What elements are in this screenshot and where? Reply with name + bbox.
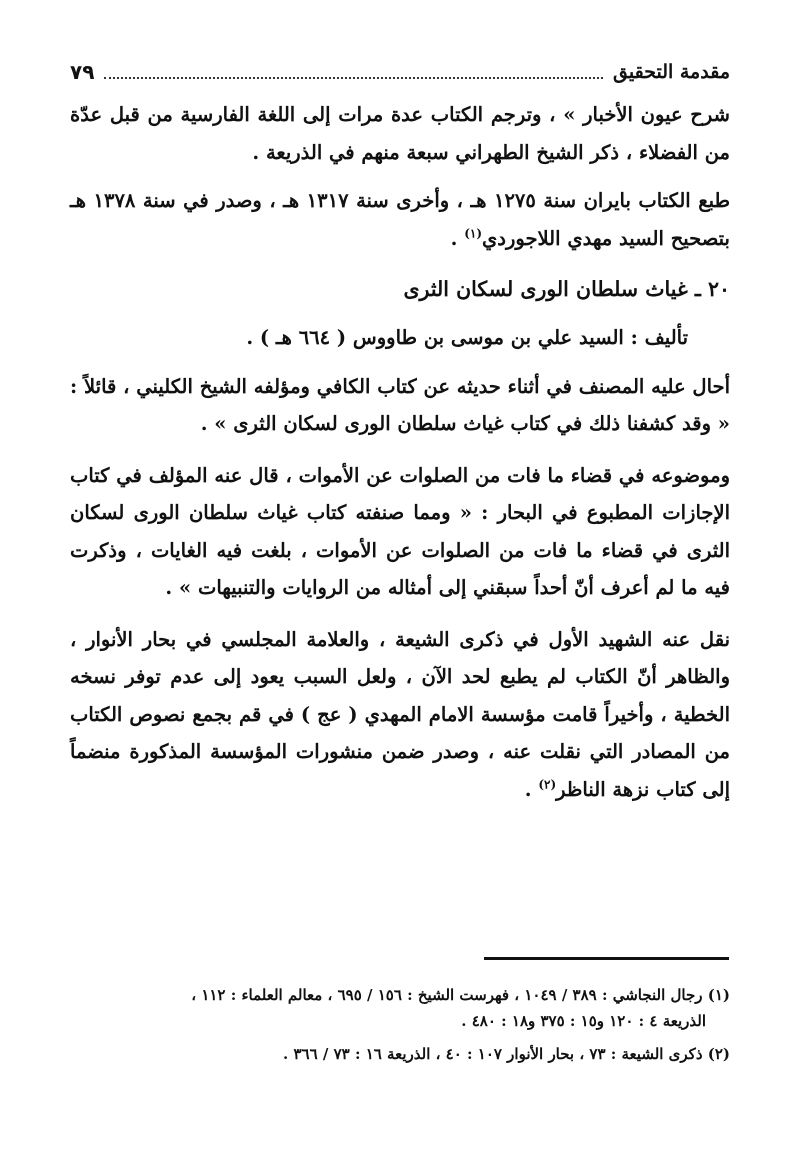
paragraph-2-text: طبع الكتاب بايران سنة ١٢٧٥ هـ ، وأخرى سنة ١٣١٧ هـ ، وصدر في سنة ١٣٧٨ هـ بتصحيح السيد مهدي اللاجوردي — [70, 189, 730, 250]
paragraph-5-end: . — [524, 777, 539, 801]
footnote-ref-2: (٢) — [538, 777, 557, 791]
author-line: تأليف : السيد علي بن موسى بن طاووس ( ٦٦٤ هـ ) . — [246, 326, 688, 349]
paragraph-2 — [70, 182, 730, 257]
footnote-2: (٢) ذكرى الشيعة : ٧٣ ، بحار الأنوار ١٠٧ : ٤٠ ، الذريعة ١٦ : ٧٣ / ٣٦٦ . — [283, 1045, 730, 1063]
paragraph-3: أحال عليه المصنف في أثناء حديثه عن كتاب الكافي ومؤلفه الشيخ الكليني ، قائلاً : « وقد كشفنا ذلك في كتاب غياث سلطان الورى لسكان الثرى » . — [70, 374, 730, 435]
footnote-separator — [484, 957, 729, 960]
paragraph-2-end: . — [450, 226, 465, 250]
footnote-1: (١) رجال النجاشي : ٣٨٩ / ١٠٤٩ ، فهرست الشيخ : ١٥٦ / ٦٩٥ ، معالم العلماء : ١١٢ ، — [191, 986, 730, 1004]
paragraph-1: شرح عيون الأخبار » ، وترجم الكتاب عدة مرات إلى اللغة الفارسية من قبل عدّة من الفضلاء ، ذكر الشيخ الطهراني سبعة منهم في الذريعة . — [70, 103, 730, 164]
footnote-1-continued: الذريعة ٤ : ١٢٠ و١٥ : ٣٧٥ و١٨ : ٤٨٠ . — [461, 1012, 706, 1030]
page-number: ٧٩ — [70, 60, 95, 84]
footnote-ref-1: (١) — [464, 226, 483, 240]
paragraph-4: وموضوعه في قضاء ما فات من الصلوات عن الأموات ، قال عنه المؤلف في كتاب الإجازات المطبوع في البحار : « ومما صنفته كتاب غياث سلطان الورى لسكان الثرى في قضاء ما فات من الصلوات عن الأموات ، بلغت فيه الغايات ، وذكرت فيه ما لم أعرف أنّ أحداً سبقني إلى أمثاله من الروايات والتنبيهات » . — [70, 463, 730, 599]
paragraph-5 — [70, 621, 730, 809]
running-header-title: مقدمة التحقيق — [613, 61, 730, 83]
main-text — [70, 96, 730, 808]
section-title: ٢٠ ـ غياث سلطان الورى لسكان الثرى — [403, 277, 730, 301]
paragraph-5-text: نقل عنه الشهيد الأول في ذكرى الشيعة ، والعلامة المجلسي في بحار الأنوار ، والظاهر أنّ الكتاب لم يطبع لحد الآن ، ولعل السبب يعود إلى عدم توفر نسخه الخطية ، وأخيراً قامت مؤسسة الامام المهدي ( عج ) في قم بجمع نصوص الكتاب من المصادر التي نقلت عنه ، وصدر ضمن منشورات المؤسسة المذكورة منضماً إلى كتاب نزهة الناظر — [70, 627, 730, 801]
header-dot-leader — [104, 77, 603, 79]
running-header — [70, 54, 730, 90]
